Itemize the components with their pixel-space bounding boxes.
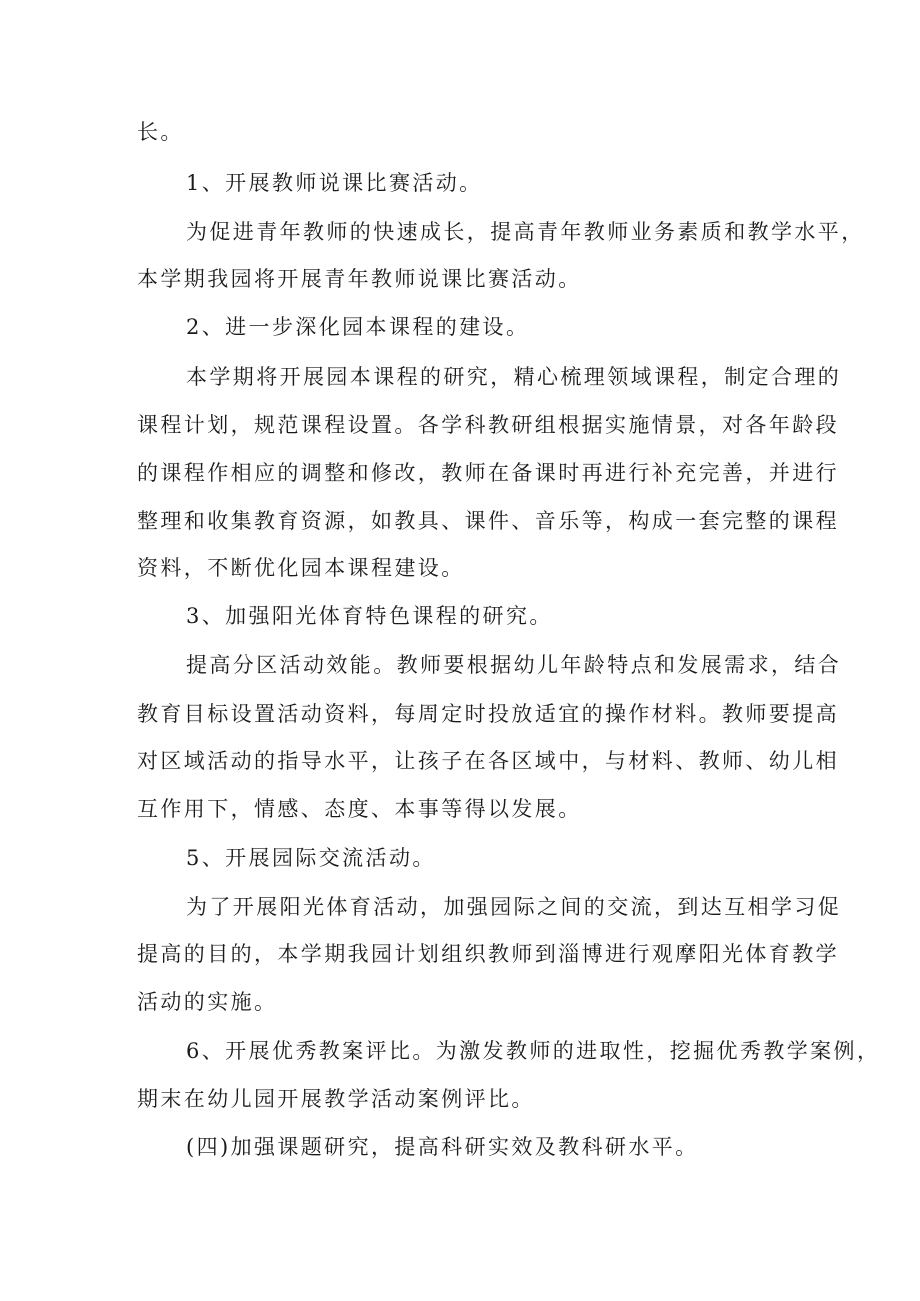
- paragraph-line: 为促进青年教师的快速成长，提高青年教师业务素质和教学水平，: [186, 220, 865, 244]
- paragraph-line: 整理和收集教育资源，如教具、课件、音乐等，构成一套完整的课程: [137, 509, 839, 533]
- section-heading: 3、加强阳光体育特色课程的研究。: [186, 604, 553, 628]
- paragraph-line: 对区域活动的指导水平，让孩子在各区域中，与材料、教师、幼儿相: [137, 749, 839, 773]
- section-heading: 2、进一步深化园本课程的建设。: [186, 315, 530, 339]
- paragraph-line: 活动的实施。: [137, 990, 278, 1014]
- section-heading: 5、开展园际交流活动。: [186, 846, 436, 870]
- section-heading: 1、开展教师说课比赛活动。: [186, 171, 483, 195]
- text-line: 长。: [137, 120, 184, 144]
- paragraph-line: 本学期将开展园本课程的研究，精心梳理领域课程，制定合理的: [186, 365, 842, 389]
- paragraph-line: 提高的目的，本学期我园计划组织教师到淄博进行观摩阳光体育教学: [137, 942, 839, 966]
- paragraph-line: 资料，不断优化园本课程建设。: [137, 556, 465, 580]
- paragraph-line: 课程计划，规范课程设置。各学科教研组根据实施情景，对各年龄段: [137, 413, 839, 437]
- paragraph-line: 期末在幼儿园开展教学活动案例评比。: [137, 1087, 535, 1111]
- paragraph-line: 本学期我园将开展青年教师说课比赛活动。: [137, 267, 582, 291]
- section-heading: 6、开展优秀教案评比。为激发教师的进取性，挖掘优秀教学案例，: [186, 1039, 881, 1063]
- paragraph-line: 提高分区活动效能。教师要根据幼儿年龄特点和发展需求，结合: [186, 653, 842, 677]
- paragraph-line: 为了开展阳光体育活动，加强园际之间的交流，到达互相学习促: [186, 895, 842, 919]
- paragraph-line: 教育目标设置活动资料，每周定时投放适宜的操作材料。教师要提高: [137, 702, 839, 726]
- paragraph-line: 的课程作相应的调整和修改，教师在备课时再进行补充完善，并进行: [137, 461, 839, 485]
- section-heading: (四)加强课题研究，提高科研实效及教科研水平。: [186, 1135, 699, 1159]
- paragraph-line: 互作用下，情感、态度、本事等得以发展。: [137, 797, 582, 821]
